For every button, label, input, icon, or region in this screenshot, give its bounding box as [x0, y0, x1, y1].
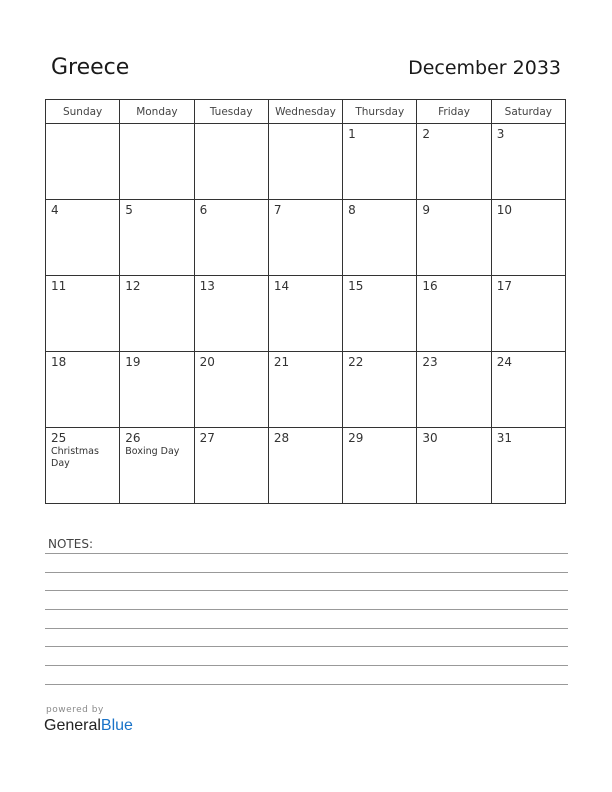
weekday-header: Sunday — [46, 100, 120, 124]
day-number: 25 — [51, 431, 67, 445]
day-cell — [46, 124, 120, 200]
day-cell — [120, 276, 194, 352]
day-number: 30 — [422, 431, 438, 445]
day-number: 19 — [125, 355, 141, 369]
day-cell — [491, 200, 565, 276]
powered-by-text: powered by — [46, 705, 104, 715]
day-cell — [120, 200, 194, 276]
day-number: 9 — [422, 203, 431, 217]
week-row — [46, 124, 566, 200]
day-number: 16 — [422, 279, 438, 293]
day-cell — [417, 352, 491, 428]
day-number: 21 — [273, 355, 290, 369]
day-cell — [46, 276, 120, 352]
day-number: 24 — [496, 355, 512, 369]
note-line — [45, 665, 568, 666]
day-cell — [46, 428, 120, 504]
note-line — [45, 646, 568, 647]
note-line — [45, 590, 568, 591]
day-number: 27 — [199, 431, 215, 445]
day-cell — [194, 428, 268, 504]
brand-general: General — [44, 717, 101, 734]
day-cell — [268, 352, 342, 428]
month-year-title: December 2033 — [408, 57, 561, 79]
week-row — [46, 428, 566, 504]
day-cell — [417, 124, 491, 200]
day-number: 7 — [273, 203, 282, 217]
day-number: 2 — [422, 127, 431, 141]
day-number: 15 — [348, 279, 364, 293]
note-line — [45, 553, 568, 554]
day-cell — [120, 352, 194, 428]
day-number: 4 — [51, 203, 59, 217]
week-row — [46, 352, 566, 428]
weekday-header: Wednesday — [268, 100, 342, 124]
day-cell — [343, 124, 417, 200]
note-line — [45, 572, 568, 573]
day-number: 28 — [273, 431, 290, 445]
weekday-header: Thursday — [343, 100, 417, 124]
day-cell — [417, 428, 491, 504]
day-number: 22 — [348, 355, 364, 369]
day-cell — [120, 124, 194, 200]
day-cell — [343, 200, 417, 276]
day-cell — [46, 352, 120, 428]
day-number: 1 — [348, 127, 356, 141]
holiday-label: Christmas Day — [51, 446, 99, 469]
weekday-header: Saturday — [491, 100, 565, 124]
weekday-header: Monday — [120, 100, 194, 124]
day-cell — [343, 428, 417, 504]
day-cell — [343, 276, 417, 352]
day-cell — [417, 276, 491, 352]
country-title: Greece — [51, 55, 130, 80]
day-cell — [194, 124, 268, 200]
notes-label: NOTES: — [48, 537, 93, 551]
day-number: 13 — [199, 279, 215, 293]
day-cell — [417, 200, 491, 276]
day-number: 29 — [348, 431, 364, 445]
day-number: 26 — [125, 431, 141, 445]
day-cell — [46, 200, 120, 276]
day-number: 3 — [496, 127, 505, 141]
day-cell — [120, 428, 194, 504]
day-cell — [491, 124, 565, 200]
day-cell — [491, 352, 565, 428]
day-number: 20 — [199, 355, 215, 369]
day-cell — [268, 124, 342, 200]
week-row — [46, 276, 566, 352]
day-cell — [268, 200, 342, 276]
day-number: 17 — [496, 279, 512, 293]
generalblue-logo — [44, 717, 133, 735]
brand-blue: Blue — [100, 717, 133, 734]
calendar-grid — [45, 99, 566, 504]
day-number: 23 — [422, 355, 438, 369]
weekday-header: Friday — [417, 100, 491, 124]
note-line — [45, 684, 568, 685]
day-cell — [343, 352, 417, 428]
day-cell — [268, 428, 342, 504]
day-cell — [194, 200, 268, 276]
day-cell — [491, 428, 565, 504]
day-number: 18 — [51, 355, 67, 369]
day-number: 5 — [125, 203, 133, 217]
day-number: 12 — [125, 279, 141, 293]
day-number: 6 — [199, 203, 208, 217]
day-cell — [194, 352, 268, 428]
weekday-header-row — [46, 100, 566, 124]
note-line — [45, 628, 568, 629]
day-number: 11 — [51, 279, 67, 293]
day-cell — [491, 276, 565, 352]
day-cell — [268, 276, 342, 352]
note-line — [45, 609, 568, 610]
day-number: 14 — [273, 279, 290, 293]
day-number: 8 — [348, 203, 356, 217]
day-cell — [194, 276, 268, 352]
day-number: 10 — [496, 203, 512, 217]
day-number: 31 — [496, 431, 512, 445]
week-row — [46, 200, 566, 276]
holiday-label: Boxing Day — [125, 446, 180, 457]
weekday-header: Tuesday — [194, 100, 268, 124]
